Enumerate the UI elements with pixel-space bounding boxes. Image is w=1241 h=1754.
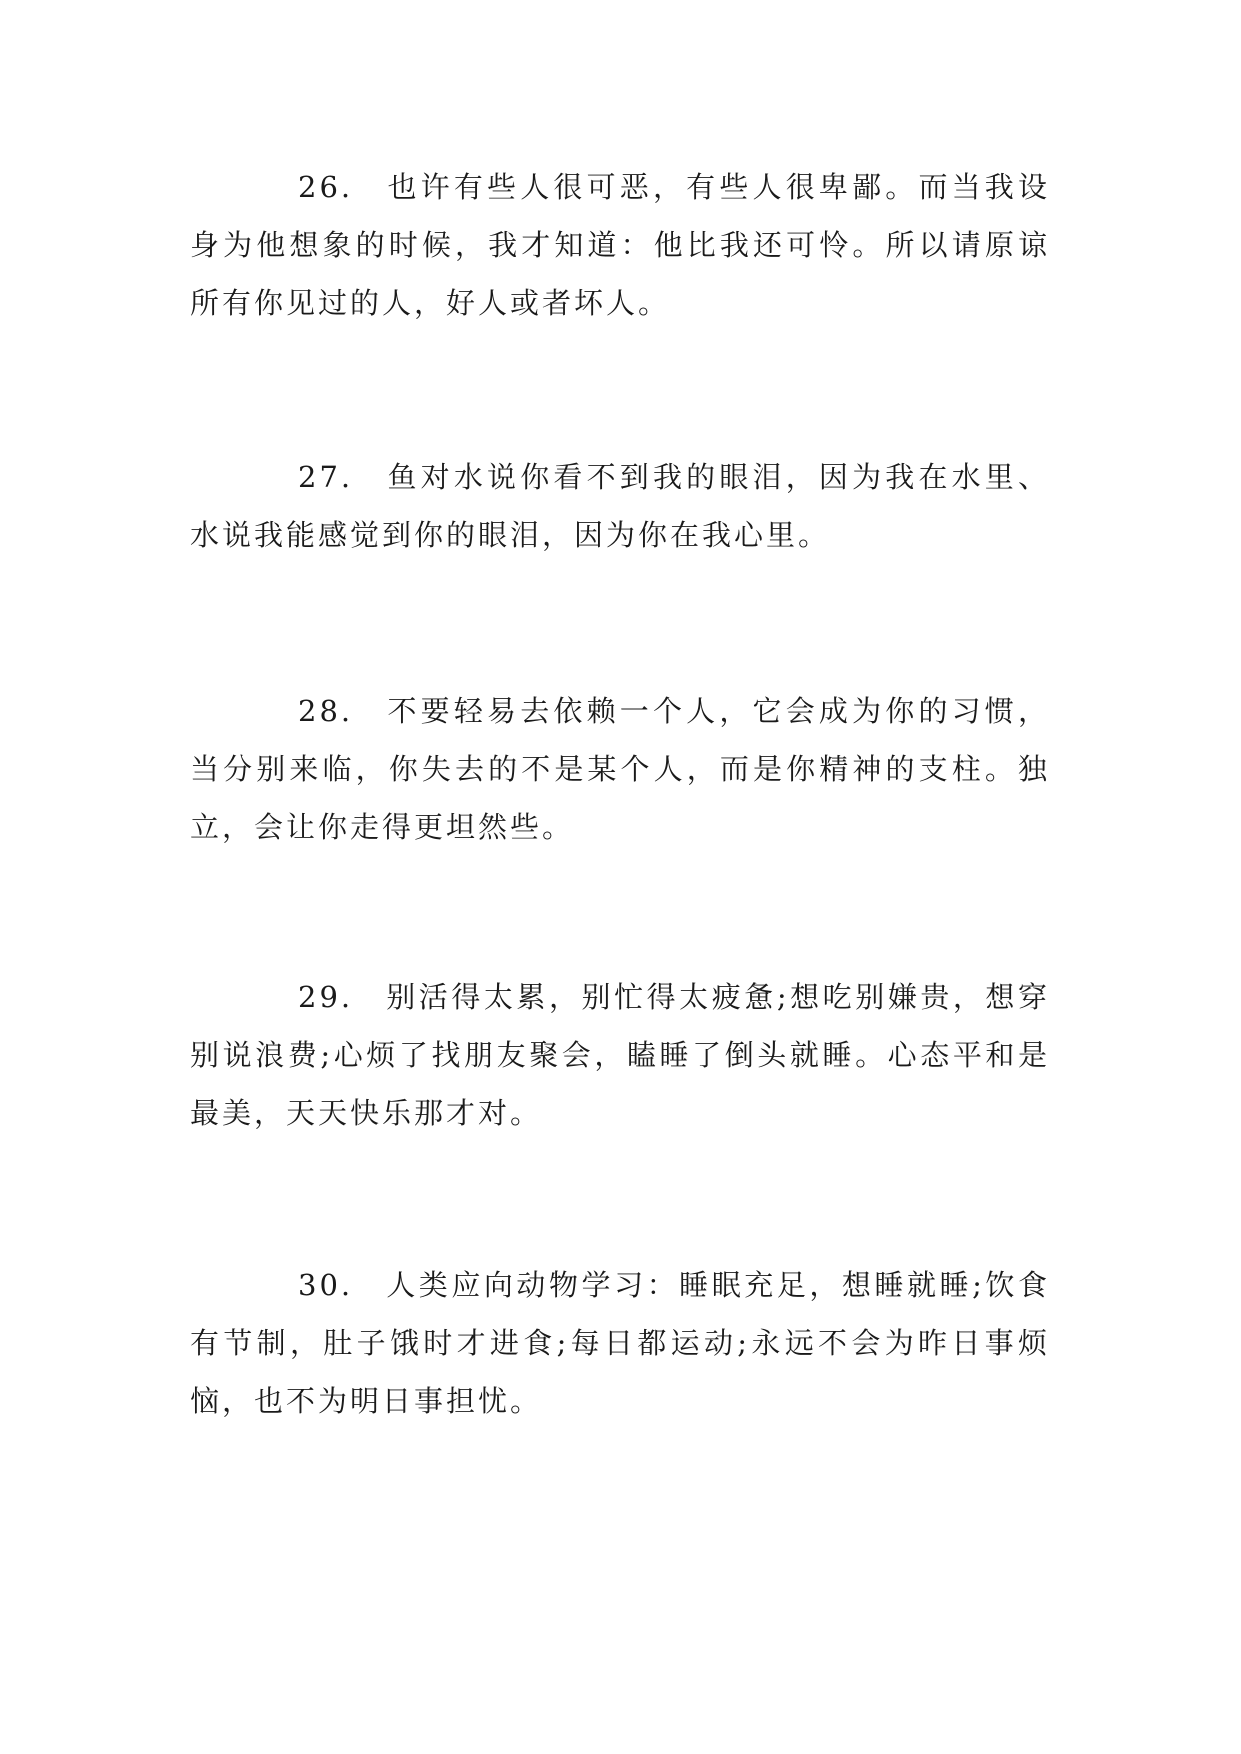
paragraph-26: 26. 也许有些人很可恶，有些人很卑鄙。而当我设身为他想象的时候，我才知道：他比我还可怜。所以请原谅所有你见过的人，好人或者坏人。 bbox=[190, 170, 1050, 320]
paragraph-29: 29. 别活得太累，别忙得太疲惫;想吃别嫌贵，想穿别说浪费;心烦了找朋友聚会，瞌睡了倒头就睡。心态平和是最美，天天快乐那才对。 bbox=[190, 980, 1050, 1130]
paragraph-27: 27. 鱼对水说你看不到我的眼泪，因为我在水里、水说我能感觉到你的眼泪，因为你在我心里。 bbox=[190, 460, 1050, 552]
paragraph-30: 30. 人类应向动物学习：睡眠充足，想睡就睡;饮食有节制，肚子饿时才进食;每日都运动;永远不会为昨日事烦恼，也不为明日事担忧。 bbox=[190, 1268, 1050, 1418]
paragraph-28: 28. 不要轻易去依赖一个人，它会成为你的习惯，当分别来临，你失去的不是某个人，而是你精神的支柱。独立，会让你走得更坦然些。 bbox=[190, 694, 1050, 844]
